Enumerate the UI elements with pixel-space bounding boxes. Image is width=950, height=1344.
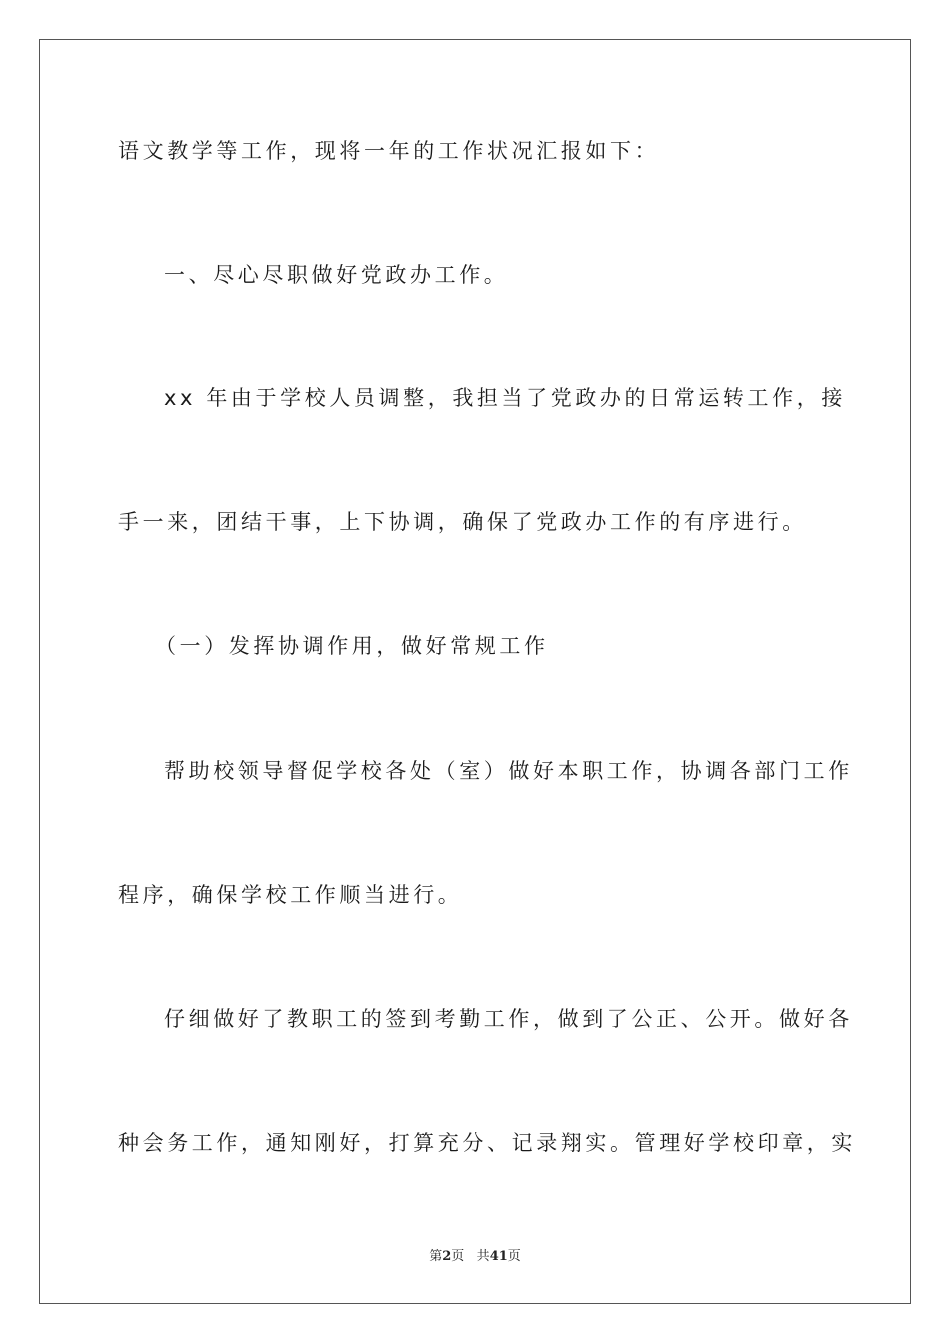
page-footer	[0, 1245, 950, 1264]
total-prefix: 共	[476, 1249, 490, 1264]
page-number: 2	[442, 1249, 452, 1264]
paragraph-3-line-1: 仔细做好了教职工的签到考勤工作，做到了公正、公开。做好各	[164, 1007, 853, 1031]
paragraph-2-line-1: 帮助校领导督促学校各处（室）做好本职工作，协调各部门工作	[164, 759, 853, 783]
total-suffix: 页	[507, 1249, 521, 1264]
section-heading-1: 一、尽心尽职做好党政办工作。	[164, 263, 509, 287]
page-prefix: 第	[429, 1249, 443, 1264]
paragraph-2-line-2: 程序，确保学校工作顺当进行。	[118, 883, 463, 907]
text-line-1: 语文教学等工作，现将一年的工作状况汇报如下：	[118, 139, 660, 163]
paragraph-1-line-1: xx 年由于学校人员调整，我担当了党政办的日常运转工作，接	[164, 386, 846, 410]
paragraph-1-line-2: 手一来，团结干事，上下协调，确保了党政办工作的有序进行。	[118, 510, 807, 534]
paragraph-3-line-2: 种会务工作，通知刚好，打算充分、记录翔实。管理好学校印章，实	[118, 1131, 856, 1155]
page-suffix: 页	[451, 1249, 465, 1264]
total-pages: 41	[489, 1249, 508, 1264]
page-border	[39, 39, 911, 1304]
subsection-heading-1: （一）发挥协调作用，做好常规工作	[155, 634, 549, 658]
